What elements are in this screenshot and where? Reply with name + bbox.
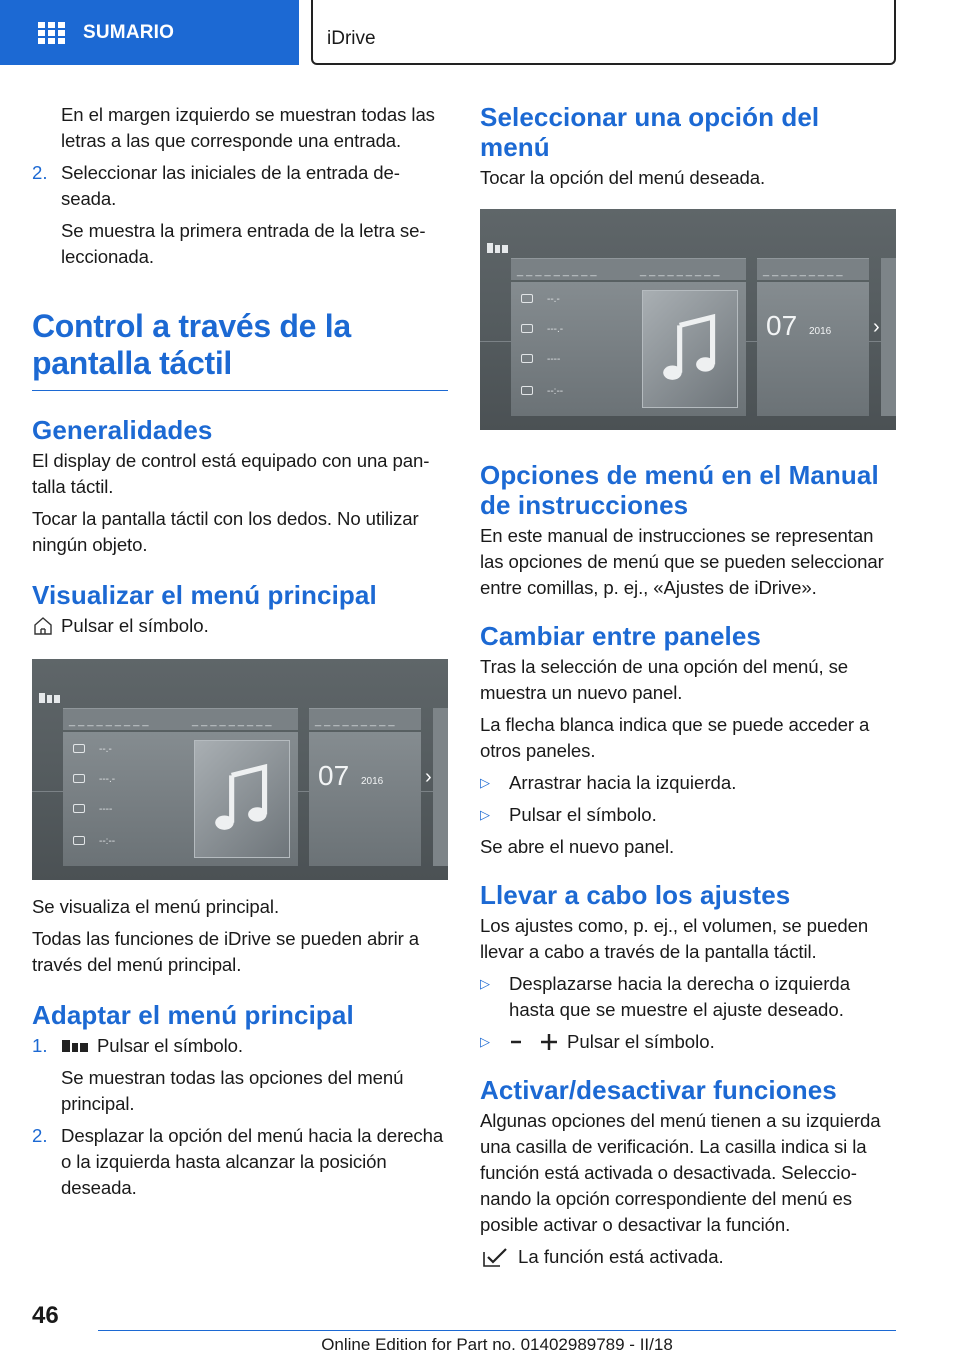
date-day: 07 — [318, 760, 350, 791]
step-number: 2. — [32, 162, 48, 183]
left-column — [32, 102, 448, 1207]
section-title: iDrive — [311, 0, 896, 65]
bullet-item — [480, 971, 896, 1023]
general-p1: El display de control está equipado con una pantalla táctil. — [32, 450, 430, 497]
main-menu-functions: Todas las funciones de iDrive se pueden abrir a través del menú principal. — [32, 928, 420, 975]
card-phone-label: _ _ _ _ _ _ _ _ _ — [763, 265, 843, 277]
toggle-p1: Algunas opciones del menú tienen a su izquierda una casilla de verificación. La casilla indica si la función está activada o desactivada. Seleccionando la opción correspondiente del menú es posible activar o desactivar la función. — [480, 1110, 881, 1235]
music-note-icon — [661, 313, 723, 385]
step-text: Seleccionar las iniciales de la entrada deseada. — [61, 162, 400, 209]
row-value-2: ---.- — [99, 774, 116, 785]
music-note-tile — [194, 740, 290, 858]
idrive-main-menu-screenshot — [32, 659, 448, 880]
home-icon — [32, 615, 54, 637]
checkbox-note-text: La función está activada. — [518, 1246, 724, 1267]
menu-edit-icon — [61, 1038, 89, 1054]
intro-continuation: En el margen izquierdo se muestran todas las letras a las que corresponde una entrada. — [61, 104, 435, 151]
bullet-item — [480, 1029, 896, 1055]
row-value-1: --.- — [547, 294, 560, 305]
step-text: Pulsar el símbolo. — [97, 1035, 243, 1056]
adapt-step-1 — [32, 1033, 448, 1117]
bullet-item — [480, 802, 896, 828]
home-instruction — [32, 613, 448, 639]
plus-icon — [539, 1029, 559, 1055]
row-value-1: --.- — [99, 744, 112, 755]
idrive-menu-screenshot — [480, 209, 896, 430]
panels-p3: Se abre el nuevo panel. — [480, 836, 675, 857]
home-instruction-text: Pulsar el símbolo. — [61, 615, 209, 636]
card-media-label: _ _ _ _ _ _ _ _ _ — [192, 715, 272, 727]
date-day: 07 — [766, 310, 798, 341]
row-value-4: --:-- — [99, 836, 116, 847]
minus-icon — [509, 1029, 529, 1055]
step-result: Se muestra la primera entrada de la letra seleccionada. — [61, 220, 426, 267]
options-text: En este manual de instrucciones se representan las opciones de menú que se pueden seleccionar entre comillas, p. ej., «Ajustes de iDrive». — [480, 525, 884, 598]
step-number: 1. — [32, 1035, 48, 1056]
music-note-tile — [642, 290, 738, 408]
select-heading: Seleccionar una opción del menú — [480, 102, 820, 162]
bullet-text: Arrastrar hacia la izquierda. — [509, 772, 737, 793]
bullet-text: Pulsar el símbolo. — [567, 1031, 715, 1052]
select-text: Tocar la opción del menú deseada. — [480, 167, 766, 188]
panels-p1: Tras la selección de una opción del menú, se muestra un nuevo panel. — [480, 656, 849, 703]
options-heading: Opciones de menú en el Manual de instrucciones — [480, 460, 879, 520]
triangle-bullet-icon: ▷ — [480, 775, 490, 790]
card-phone-label: _ _ _ _ _ _ _ _ _ — [315, 715, 395, 727]
toc-tab[interactable] — [0, 0, 299, 65]
date-year: 2016 — [361, 776, 384, 787]
adapt-heading: Adaptar el menú principal — [32, 1000, 354, 1030]
footer-rule — [98, 1330, 896, 1331]
row-value-2: ---.- — [547, 324, 564, 335]
step-number: 2. — [32, 1125, 48, 1146]
row-value-4: --:-- — [547, 386, 564, 397]
triangle-bullet-icon: ▷ — [480, 976, 490, 991]
step-text: Desplazar la opción del menú hacia la derecha o la izquierda hasta alcanzar la posición deseada. — [61, 1125, 444, 1198]
bullet-item — [480, 770, 896, 796]
triangle-bullet-icon: ▷ — [480, 1034, 490, 1049]
settings-p1: Los ajustes como, p. ej., el volumen, se pueden llevar a cabo a través de la pantalla táctil. — [480, 915, 869, 962]
general-p2: Tocar la pantalla táctil con los dedos. No utilizar ningún objeto. — [32, 508, 419, 555]
main-menu-heading: Visualizar el menú principal — [32, 580, 377, 610]
edition-note: Online Edition for Part no. 01402989789 - II/18 — [321, 1335, 673, 1354]
step-result: Se muestran todas las opciones del menú principal. — [61, 1067, 404, 1114]
main-menu-result: Se visualiza el menú principal. — [32, 896, 280, 917]
triangle-bullet-icon: ▷ — [480, 807, 490, 822]
next-panel-arrow: › — [425, 766, 432, 788]
menu-grid-icon — [487, 241, 509, 255]
row-value-3: ---- — [99, 804, 113, 815]
chapter-heading: Control a través de la pantalla táctil — [32, 308, 448, 391]
right-column — [480, 102, 896, 1270]
row-value-3: ---- — [547, 354, 561, 365]
next-panel-arrow: › — [873, 316, 880, 338]
panels-heading: Cambiar entre paneles — [480, 621, 761, 651]
date-year: 2016 — [809, 326, 832, 337]
panels-p2: La flecha blanca indica que se puede acceder a otros paneles. — [480, 714, 870, 761]
toc-tab-label: SUMARIO — [83, 21, 175, 43]
card-nav-label: _ _ _ _ _ _ _ _ _ — [69, 715, 149, 727]
checkbox-checked-icon — [480, 1246, 510, 1268]
settings-heading: Llevar a cabo los ajustes — [480, 880, 791, 910]
checkbox-note — [480, 1244, 896, 1270]
toggle-heading: Activar/desactivar funciones — [480, 1075, 837, 1105]
grid-menu-icon — [38, 22, 65, 44]
bullet-text: Pulsar el símbolo. — [509, 804, 657, 825]
adapt-step-2 — [32, 1123, 448, 1201]
bullet-text: Desplazarse hacia la derecha o izquierda hasta que se muestre el ajuste deseado. — [509, 973, 851, 1020]
music-note-icon — [213, 763, 275, 835]
general-heading: Generalidades — [32, 415, 213, 445]
card-media-label: _ _ _ _ _ _ _ _ _ — [640, 265, 720, 277]
card-nav-label: _ _ _ _ _ _ _ _ _ — [517, 265, 597, 277]
step-2 — [32, 160, 448, 270]
menu-grid-icon — [39, 691, 61, 705]
page-number: 46 — [32, 1302, 59, 1329]
